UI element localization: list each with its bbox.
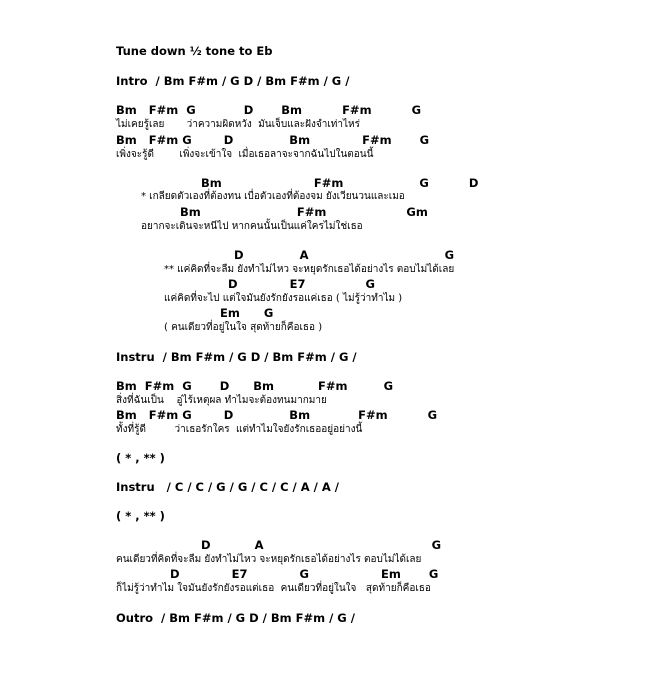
prechorus-chords-1: Bm F#m G D bbox=[201, 176, 479, 190]
instrumental-line-2: Instru / C / C / G / G / C / C / A / A / bbox=[116, 480, 339, 494]
tuning-note: Tune down ½ tone to Eb bbox=[116, 44, 273, 58]
prechorus-lyric-1: * เกลียดตัวเองที่ต้องทน เบื่อตัวเองที่ต้องจม ยังเวียนวนและเมอ bbox=[141, 191, 405, 202]
outro-line: Outro / Bm F#m / G D / Bm F#m / G / bbox=[116, 611, 355, 625]
prechorus-chords-2: Bm F#m Gm bbox=[180, 205, 428, 219]
final-lyric-1: คนเดียวที่คิดที่จะลืม ยังทำไม่ไหว จะหยุดรักเธอได้อย่างไร ตอบไม่ได้เลย bbox=[116, 554, 422, 565]
verse2-lyric-1: สิ่งที่ฉันเป็น อู่ไร้เหตุผล ทำไมจะต้องทนมากมาย bbox=[116, 395, 327, 406]
intro-line: Intro / Bm F#m / G D / Bm F#m / G / bbox=[116, 74, 350, 88]
final-chords-1: D A G bbox=[201, 538, 442, 552]
verse1-chords-1: Bm F#m G D Bm F#m G bbox=[116, 103, 422, 117]
verse1-lyric-1: ไม่เคยรู้เลย ว่าความผิดหวัง มันเจ็บและฝังจำเท่าไหร่ bbox=[116, 119, 360, 130]
verse2-chords-2: Bm F#m G D Bm F#m G bbox=[116, 408, 438, 422]
chorus-chords-2: D E7 G bbox=[228, 277, 375, 291]
verse2-lyric-2: ทั้งที่รู้ดี ว่าเธอรักใคร แต่ทำไมใจยังรักเธออยู่อย่างนี้ bbox=[116, 424, 363, 435]
chorus-chords-1: D A G bbox=[234, 248, 455, 262]
final-lyric-2: ก็ไม่รู้ว่าทำไม ใจมันยังรักยังรอแต่เธอ คนเดียวที่อยู่ในใจ สุดท้ายก็คือเธอ bbox=[116, 583, 431, 594]
repeat-marker-2: ( * , ** ) bbox=[116, 509, 165, 523]
verse2-chords-1: Bm F#m G D Bm F#m G bbox=[116, 379, 394, 393]
repeat-marker-1: ( * , ** ) bbox=[116, 451, 165, 465]
chorus-lyric-1: ** แค่คิดที่จะลืม ยังทำไม่ไหว จะหยุดรักเธอได้อย่างไร ตอบไม่ได้เลย bbox=[164, 264, 455, 275]
verse1-chords-2: Bm F#m G D Bm F#m G bbox=[116, 133, 430, 147]
verse1-lyric-2: เพิ่งจะรู้ดี เพิ่งจะเข้าใจ เมื่อเธอลาจะจากฉันไปในตอนนี้ bbox=[116, 149, 374, 160]
chorus-lyric-2: แค่คิดที่จะไป แต่ใจมันยังรักยังรอแค่เธอ ( ไม่รู้ว่าทำไม ) bbox=[164, 293, 403, 304]
final-chords-2: D E7 G Em G bbox=[170, 567, 439, 581]
chorus-chords-3: Em G bbox=[220, 306, 274, 320]
chorus-lyric-3: ( คนเดียวที่อยู่ในใจ สุดท้ายก็คือเธอ ) bbox=[164, 322, 323, 333]
prechorus-lyric-2: อยากจะเดินจะหนีไป หากคนนั้นเป็นแค่ใครไม่ใช่เธอ bbox=[141, 221, 363, 232]
instrumental-line-1: Instru / Bm F#m / G D / Bm F#m / G / bbox=[116, 350, 357, 364]
